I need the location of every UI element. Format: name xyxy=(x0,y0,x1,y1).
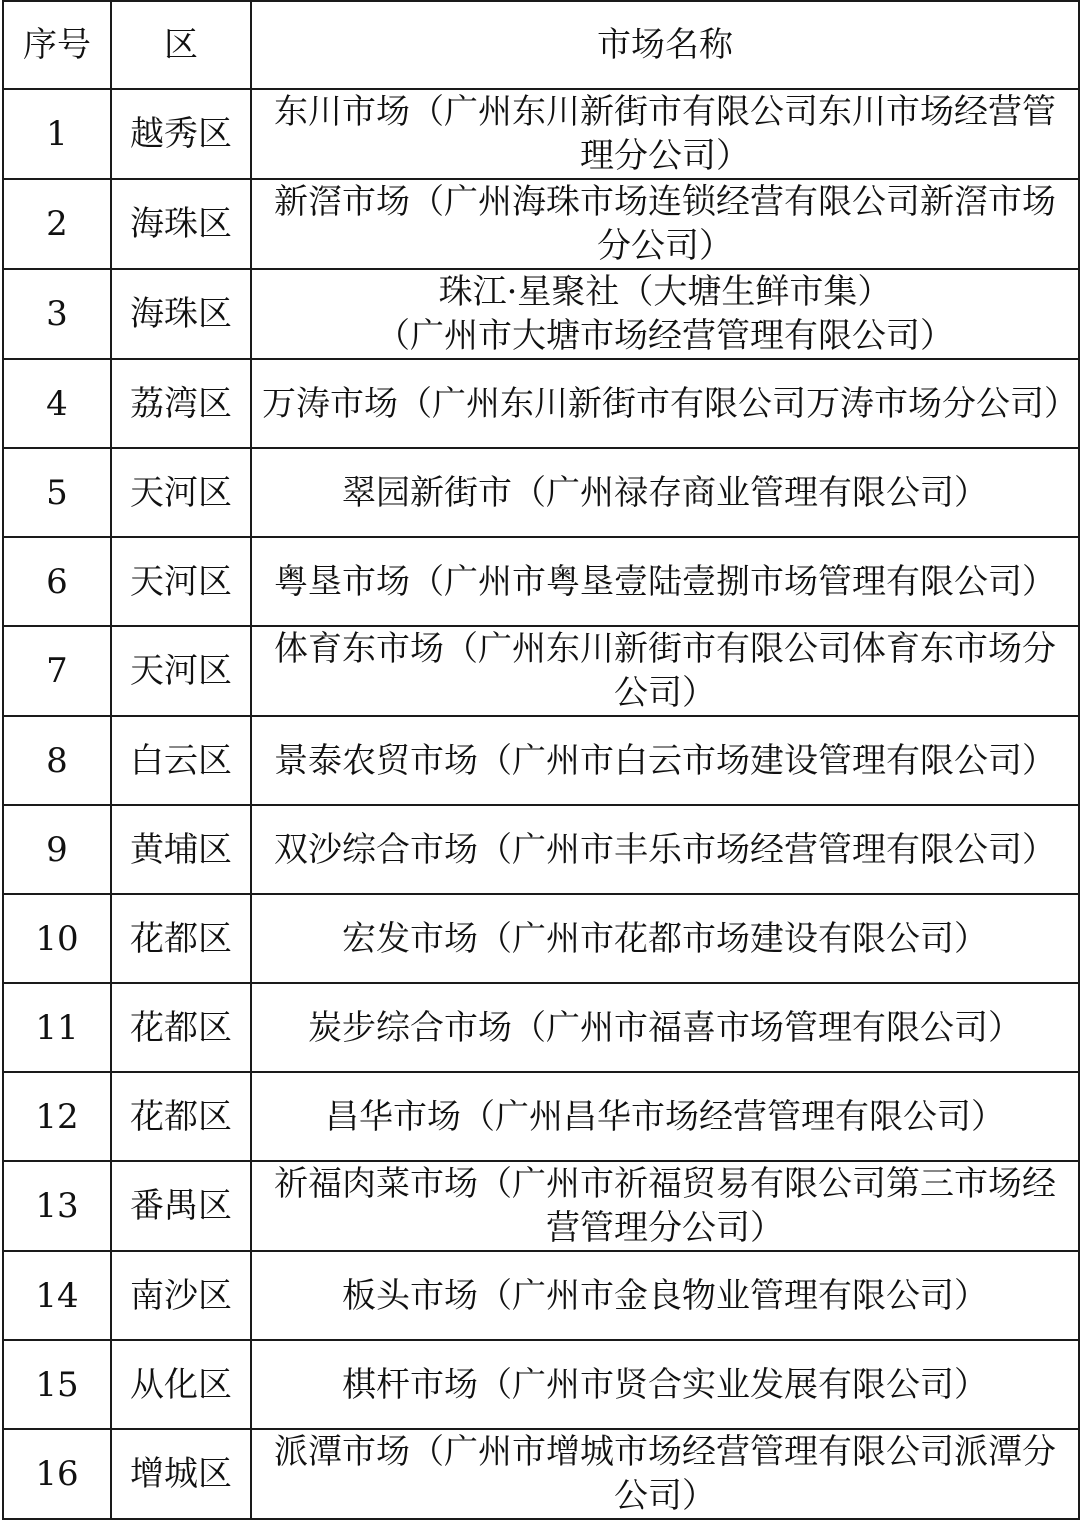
row-market-name: 昌华市场（广州昌华市场经营管理有限公司） xyxy=(251,1072,1079,1161)
table-row xyxy=(3,894,1079,983)
table-row xyxy=(3,89,1079,179)
table-row xyxy=(3,805,1079,894)
table-row xyxy=(3,983,1079,1072)
table-row xyxy=(3,537,1079,626)
table-row xyxy=(3,1251,1079,1340)
row-index: 3 xyxy=(3,269,111,359)
header-index: 序号 xyxy=(3,1,111,89)
row-index: 12 xyxy=(3,1072,111,1161)
row-district: 南沙区 xyxy=(111,1251,251,1340)
row-district: 花都区 xyxy=(111,983,251,1072)
row-district: 越秀区 xyxy=(111,89,251,179)
row-market-name: 东川市场（广州东川新街市有限公司东川市场经营管理分公司） xyxy=(251,89,1079,179)
table-row xyxy=(3,448,1079,537)
table-row xyxy=(3,269,1079,359)
table-row xyxy=(3,626,1079,716)
table-header-row xyxy=(3,1,1079,89)
market-name-line-2: （广州市大塘市场经营管理有限公司） xyxy=(376,316,954,356)
row-market-name: 派潭市场（广州市增城市场经营管理有限公司派潭分公司） xyxy=(251,1429,1079,1519)
row-market-name: 粤垦市场（广州市粤垦壹陆壹捌市场管理有限公司） xyxy=(251,537,1079,626)
row-market-name: 新滘市场（广州海珠市场连锁经营有限公司新滘市场分公司） xyxy=(251,179,1079,269)
row-market-name: 祈福肉菜市场（广州市祈福贸易有限公司第三市场经营管理分公司） xyxy=(251,1161,1079,1251)
market-table xyxy=(2,0,1080,1520)
table-row xyxy=(3,1429,1079,1519)
row-index: 11 xyxy=(3,983,111,1072)
row-district: 白云区 xyxy=(111,716,251,805)
row-index: 5 xyxy=(3,448,111,537)
row-index: 16 xyxy=(3,1429,111,1519)
table-row xyxy=(3,716,1079,805)
table-row xyxy=(3,359,1079,448)
row-index: 10 xyxy=(3,894,111,983)
row-index: 8 xyxy=(3,716,111,805)
table-row xyxy=(3,179,1079,269)
row-district: 增城区 xyxy=(111,1429,251,1519)
row-district: 花都区 xyxy=(111,894,251,983)
market-name-line-1: 珠江·星聚社（大塘生鲜市集） xyxy=(438,272,892,312)
header-market-name: 市场名称 xyxy=(251,1,1079,89)
row-market-name: 宏发市场（广州市花都市场建设有限公司） xyxy=(251,894,1079,983)
row-index: 4 xyxy=(3,359,111,448)
row-market-name: 景泰农贸市场（广州市白云市场建设管理有限公司） xyxy=(251,716,1079,805)
row-market-name: 万涛市场（广州东川新街市有限公司万涛市场分公司） xyxy=(251,359,1079,448)
row-market-name: 双沙综合市场（广州市丰乐市场经营管理有限公司） xyxy=(251,805,1079,894)
table-row xyxy=(3,1072,1079,1161)
row-market-name xyxy=(251,269,1079,359)
row-index: 1 xyxy=(3,89,111,179)
row-district: 从化区 xyxy=(111,1340,251,1429)
row-district: 天河区 xyxy=(111,448,251,537)
row-district: 番禺区 xyxy=(111,1161,251,1251)
row-market-name: 体育东市场（广州东川新街市有限公司体育东市场分公司） xyxy=(251,626,1079,716)
row-market-name: 翠园新街市（广州禄存商业管理有限公司） xyxy=(251,448,1079,537)
row-district: 海珠区 xyxy=(111,179,251,269)
row-market-name: 棋杆市场（广州市贤合实业发展有限公司） xyxy=(251,1340,1079,1429)
row-market-name: 炭步综合市场（广州市福喜市场管理有限公司） xyxy=(251,983,1079,1072)
row-district: 荔湾区 xyxy=(111,359,251,448)
row-index: 15 xyxy=(3,1340,111,1429)
row-index: 9 xyxy=(3,805,111,894)
table-row xyxy=(3,1161,1079,1251)
row-district: 天河区 xyxy=(111,626,251,716)
table-row xyxy=(3,1340,1079,1429)
row-index: 14 xyxy=(3,1251,111,1340)
row-district: 海珠区 xyxy=(111,269,251,359)
row-index: 6 xyxy=(3,537,111,626)
row-index: 2 xyxy=(3,179,111,269)
row-district: 黄埔区 xyxy=(111,805,251,894)
row-district: 天河区 xyxy=(111,537,251,626)
row-index: 13 xyxy=(3,1161,111,1251)
row-district: 花都区 xyxy=(111,1072,251,1161)
row-index: 7 xyxy=(3,626,111,716)
row-market-name: 板头市场（广州市金良物业管理有限公司） xyxy=(251,1251,1079,1340)
header-district: 区 xyxy=(111,1,251,89)
